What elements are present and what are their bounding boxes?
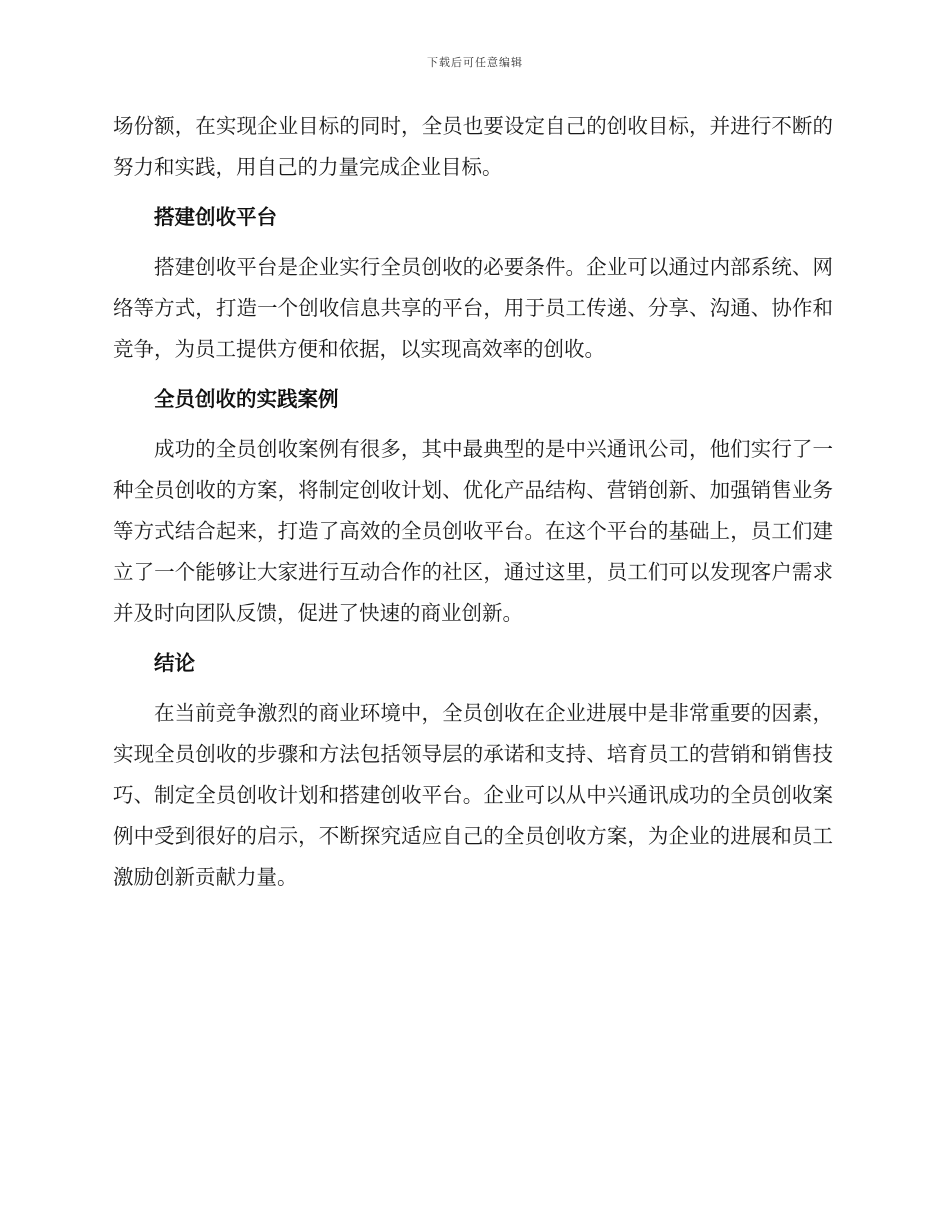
header-note: 下载后可任意编辑	[427, 56, 523, 69]
section-paragraph-conclusion: 在当前竞争激烈的商业环境中，全员创收在企业进展中是非常重要的因素，实现全员创收的步骤和方法包括领导层的承诺和支持、培育员工的营销和销售技巧、制定全员创收计划和搭建创收平台。企业可以从中兴通讯成功的全员创收案例中受到很好的启示，不断探究适应自己的全员创收方案，为企业的进展和员工激励创新贡献力量。	[113, 701, 833, 889]
section-heading-case-study: 全员创收的实践案例	[154, 387, 339, 411]
section-heading-platform: 搭建创收平台	[154, 205, 277, 229]
intro-paragraph: 场份额，在实现企业目标的同时，全员也要设定自己的创收目标，并进行不断的努力和实践，用自己的力量完成企业目标。	[113, 114, 833, 179]
section-paragraph-platform: 搭建创收平台是企业实行全员创收的必要条件。企业可以通过内部系统、网络等方式，打造一个创收信息共享的平台，用于员工传递、分享、沟通、协作和竞争，为员工提供方便和依据，以实现高效率的创收。	[113, 255, 833, 361]
section-heading-conclusion: 结论	[154, 651, 195, 675]
document-body	[113, 106, 833, 898]
section-paragraph-case-study: 成功的全员创收案例有很多，其中最典型的是中兴通讯公司，他们实行了一种全员创收的方案，将制定创收计划、优化产品结构、营销创新、加强销售业务等方式结合起来，打造了高效的全员创收平台。在这个平台的基础上，员工们建立了一个能够让大家进行互动合作的社区，通过这里，员工们可以发现客户需求并及时向团队反馈，促进了快速的商业创新。	[113, 437, 833, 625]
